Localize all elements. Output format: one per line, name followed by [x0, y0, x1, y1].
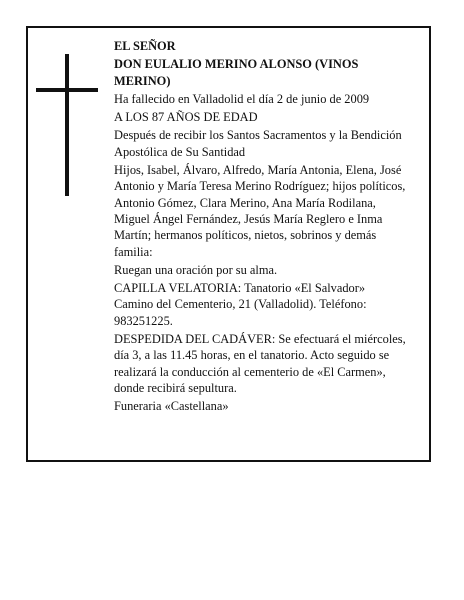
obituary-text [114, 38, 406, 417]
cross-horizontal-bar [36, 88, 98, 92]
notice-title: EL SEÑOR [114, 39, 176, 53]
prayer-request: Ruegan una oración por su alma. [114, 262, 278, 277]
chapel-info: CAPILLA VELATORIA: Tanatorio «El Salvador» Camino del Cementerio, 21 (Valladolid). Teléfono: 983251225. [114, 281, 367, 328]
deceased-name: DON EULALIO MERINO ALONSO (VINOS MERINO) [114, 57, 359, 88]
family-list: Hijos, Isabel, Álvaro, Alfredo, María Antonia, Elena, José Antonio y María Teresa Merino Rodríguez; hijos políticos, Antonio Gómez, Clara Merino, Ana María Rodilana, Miguel Ángel Fernández, Jesús María Reglero e Inma Martín; hermanos políticos, nietos, sobrinos y demás familia: [114, 163, 406, 259]
cross-vertical-bar [65, 54, 69, 196]
funeral-home: Funeraria «Castellana» [114, 399, 229, 414]
sacraments-line: Después de recibir los Santos Sacramentos y la Bendición Apostólica de Su Santidad [114, 128, 402, 159]
age-line: A LOS 87 AÑOS DE EDAD [114, 110, 258, 125]
cross-icon [36, 54, 98, 196]
farewell-info: DESPEDIDA DEL CADÁVER: Se efectuará el miércoles, día 3, a las 11.45 horas, en el tanatorio. Acto seguido se realizará la conducción al cementerio de «El Carmen», donde recibirá sepultura. [114, 332, 406, 395]
death-statement: Ha fallecido en Valladolid el día 2 de junio de 2009 [114, 91, 370, 106]
